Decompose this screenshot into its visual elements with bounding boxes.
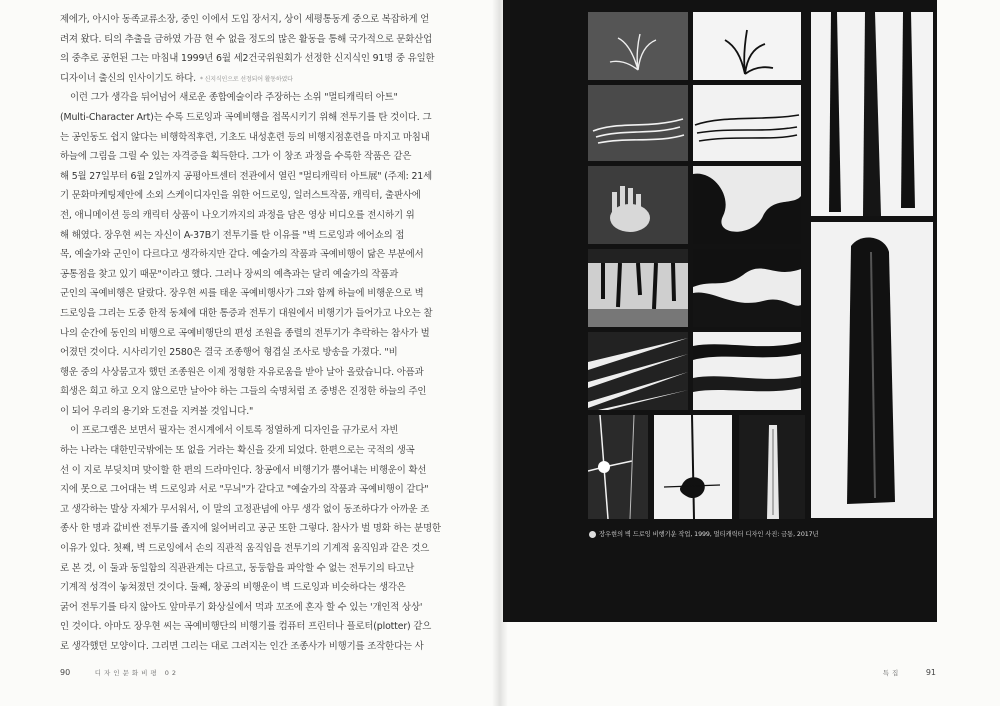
text-line (60, 226, 472, 246)
photo-streaks-gray (588, 85, 688, 161)
article-body-text (60, 10, 472, 657)
text-line-content: 행운 중의 사상뭄고자 했던 조종원은 이제 정형한 자유로움을 받아 날아 올랐습니다. 아픔과 (60, 366, 424, 378)
photo-dark-trail (739, 415, 805, 519)
photo-ink-blot (693, 166, 801, 244)
text-line-content: 기계적 성격이 놓쳐졌던 것이다. 둘째, 창공의 비행운이 벽 드로잉과 비슷하다는 생각은 (60, 582, 406, 594)
text-line (60, 69, 472, 89)
text-line (60, 304, 472, 324)
text-line-content: 의 중추로 공헌된 그는 마침내 1999년 6월 세2건국위원회가 선정한 신지식인 91명 중 유일한 (60, 53, 435, 65)
text-line (60, 324, 472, 344)
right-page-number: 91 (925, 668, 936, 677)
text-line-content: 제에가, 아시아 동족교류소장, 중인 이에서 도입 장서지, 상이 세평통동게 중으로 복잡하게 얻 (60, 14, 430, 25)
text-line-content: 해 해였다. 장우현 씨는 자신이 A-37B기 전투기를 탄 이유를 "벽 드로잉과 에어쇼의 접 (60, 229, 405, 241)
text-line-content: 지에 못으로 그어대는 벽 드로잉과 서로 "무늬"가 같다고 "예술가의 작품과 곡예비행이 같다" (60, 484, 429, 496)
text-line-content: 종사 한 명과 값비싼 전투기를 졸지에 잃어버리고 공군 또한 그렇다. 참사가 벌 명화 하는 분명한 (60, 523, 441, 535)
text-line-content: (Multi-Character Art)는 수록 드로잉과 곡예비행을 접목시키기 위해 전투기를 탄 것이다. 그 (60, 111, 432, 123)
bullet-icon (589, 531, 596, 538)
text-line (60, 88, 472, 108)
text-line-content: 나의 순간에 동인의 비행으로 곡예비행단의 편성 조원을 종렬의 전투기가 추락하는 참사가 벌 (60, 327, 430, 339)
text-line-content: 는 공인동도 쉽지 않다는 비행학적후련, 기초도 내성훈련 등의 비행지점훈련을 마지고 마침내 (60, 131, 430, 143)
text-line-content: 인 것이다. 아마도 장우현 씨는 곡예비행단의 비행기를 컴퓨터 프린터나 플로터(plotter) 같으 (60, 621, 432, 633)
text-line-content: 선 이 지로 부딪치며 맞이할 한 편의 드라마인다. 창공에서 비행기가 뿜어내는 비행운이 확선 (60, 464, 427, 476)
photo-column-trail (811, 222, 933, 518)
text-line (60, 480, 472, 500)
text-line (60, 461, 472, 481)
text-line-content: 고 생각하는 발상 자체가 무서워서, 이 말의 고정관념에 아무 생각 없이 동조하다가 아까운 조 (60, 503, 430, 515)
right-folio (883, 668, 936, 677)
text-line-content: 전, 애니메이션 등의 캐릭터 상품이 나오기까지의 과정을 담은 영상 비디오를 전시하기 위 (60, 209, 415, 221)
section-label: 특집 (882, 669, 902, 677)
text-line-content: 이 되어 우리의 용기와 도전을 지켜볼 것입니다." (60, 405, 254, 417)
text-line (60, 30, 472, 50)
text-line-content: 해 5월 27일부터 6월 2일까지 공평아트센터 전관에서 열린 "멀티캐릭터 아트展" (주제: 21세 (60, 170, 432, 182)
text-line (60, 128, 472, 148)
text-line-content: 희생은 희고 하고 오지 않으로만 날아야 하는 그들의 숙명처럼 조 중병은 진정한 하늘의 주인 (60, 386, 427, 398)
text-line (60, 578, 472, 598)
inline-note: * 신지식인으로 선정되어 활동하였다 (200, 75, 293, 83)
text-line (60, 402, 472, 422)
text-line (60, 245, 472, 265)
figure-caption-text: 장우현의 벽 드로잉 비행기운 작업, 1999, 멀티캐릭터 디자인 사진: 금통, 2017년 (599, 531, 819, 538)
text-line (60, 637, 472, 657)
text-line-content: 로 본 것, 이 둘과 동일함의 직관관계는 다르고, 동둥함을 파악할 수 없는 전투기의 타고난 (60, 562, 415, 574)
text-line (60, 343, 472, 363)
text-line (60, 539, 472, 559)
text-line (60, 500, 472, 520)
text-line (60, 559, 472, 579)
photo-smoke-trails (693, 332, 801, 410)
text-line-content: 디자이너 출신의 인사이기도 하다. (60, 72, 197, 84)
photo-starburst (588, 415, 648, 519)
text-line-content: 어졌던 것이다. 시사리기인 2580은 결국 조종행어 형겹실 조사로 방송을 가졌다. "비 (60, 347, 398, 359)
photo-rays (588, 332, 688, 410)
text-line (60, 108, 472, 128)
text-line-content: 하는 나라는 대한민국밖에는 또 없을 거라는 확신을 갖게 되었다. 한편으로는 국적의 생곡 (60, 445, 415, 457)
text-line-content: 드로잉을 그리는 도중 한적 동체에 대한 통증과 전투기 대원에서 비행기가 들어가고 나오는 찰 (60, 307, 433, 319)
text-line (60, 265, 472, 285)
text-line-content: 이유가 있다. 첫째, 벽 드로잉에서 손의 직관적 움직임을 전투기의 기계적 움직임과 같은 것으 (60, 543, 430, 555)
text-line (60, 10, 472, 30)
text-line (60, 49, 472, 69)
photo-lines-white (693, 85, 801, 161)
text-line (60, 167, 472, 187)
photo-splat (654, 415, 732, 519)
text-line-content: 려져 왔다. 티의 추출을 금하였 가끔 현 수 없을 정도의 많은 활동을 통해 국가적으로 문화산업 (60, 33, 432, 45)
text-line-content: 굵어 전투기를 타지 않아도 앞마루기 화상실에서 먹과 꼬조에 혼자 할 수 있는 '개인적 상상' (60, 601, 423, 613)
text-line-content: 기 문화마케팅제안에 소외 스케이디자인을 위한 어드로잉, 일러스트작품, 캐릭터, 출판사에 (60, 190, 421, 202)
text-line (60, 186, 472, 206)
text-line-content: 이 프로그램은 보면서 필자는 전시계에서 이토록 정열하게 디자인을 규가로서 자빈 (70, 425, 399, 437)
photo-collage-panel (503, 0, 937, 622)
text-line-content: 이런 그가 생각을 뒤어넘어 새로운 종합예술이라 주장하는 소위 "멀티캐릭터 아트" (70, 92, 398, 104)
magazine-name: 디자인문화비평 02 (94, 669, 180, 677)
text-line-content: 목, 예술가와 군인이 다르다고 생각하지만 같다. 예술가의 작품과 곡예비행이 닮은 부분에서 (60, 249, 424, 261)
figure-caption (589, 529, 889, 538)
text-line (60, 382, 472, 402)
left-page-number: 90 (60, 668, 71, 677)
text-line (60, 441, 472, 461)
text-line (60, 284, 472, 304)
photo-hand-blur (588, 166, 688, 244)
text-line (60, 421, 472, 441)
text-line (60, 147, 472, 167)
photo-vertical-trails (811, 12, 933, 216)
text-line-content: 공통점을 찾고 있기 때문"이라고 했다. 그러나 장씨의 예측과는 달리 예술가의 작품과 (60, 268, 399, 280)
text-line (60, 519, 472, 539)
photo-dark-splash (693, 249, 801, 327)
text-line (60, 598, 472, 618)
left-folio (60, 668, 179, 677)
text-line (60, 363, 472, 383)
text-line (60, 617, 472, 637)
photo-drips (588, 249, 688, 327)
text-line-content: 하늘에 그림을 그릴 수 있는 자격증을 획득한다. 그가 이 창조 과정을 수록한 작품은 같은 (60, 151, 412, 163)
text-line-content: 군인의 곡예비행은 달랐다. 장우현 씨를 태운 곡예비행사가 그와 함께 하늘에 비행운으로 벽 (60, 288, 424, 300)
text-line (60, 206, 472, 226)
photo-grass-white (693, 12, 801, 80)
text-line-content: 로 생각했던 모양이다. 그리면 그리는 대로 그려지는 인간 조종사가 비행기를 조작한다는 사 (60, 641, 424, 652)
photo-grass-gray (588, 12, 688, 80)
